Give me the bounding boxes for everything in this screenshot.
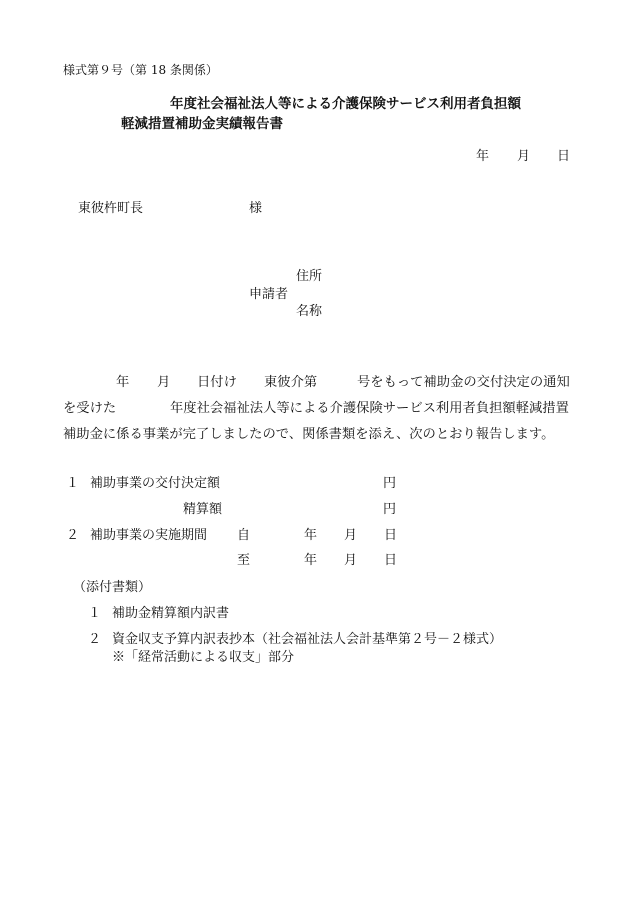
title-line-2: 軽減措置補助金実績報告書 bbox=[121, 116, 283, 132]
form-number: 様式第９号（第 18 条関係） bbox=[63, 63, 218, 77]
body-day-dated: 日付け bbox=[197, 375, 237, 390]
attachment-1-text: 補助金精算額内訳書 bbox=[112, 606, 230, 621]
body-line-1-text: 号をもって補助金の交付決定の通知 bbox=[357, 375, 570, 390]
item-2-to-month: 月 bbox=[344, 553, 358, 568]
item-2-from-year: 年 bbox=[304, 528, 318, 543]
item-2-from: 自 bbox=[237, 528, 251, 543]
item-1-unit: 円 bbox=[383, 476, 397, 491]
attachment-2-number: ２ bbox=[88, 632, 102, 647]
applicant-address-label: 住所 bbox=[296, 269, 323, 284]
date-day: 日 bbox=[557, 149, 571, 164]
body-ref-prefix: 東彼介第 bbox=[264, 375, 318, 390]
applicant-role-label: 申請者 bbox=[249, 287, 289, 302]
item-2-to: 至 bbox=[237, 553, 251, 568]
item-2-number: ２ bbox=[66, 528, 80, 543]
item-1b-label: 精算額 bbox=[183, 502, 223, 517]
item-2-label: 補助事業の実施期間 bbox=[90, 528, 208, 543]
attachment-note: ※「経常活動による収支」部分 bbox=[112, 650, 295, 665]
addressee-name: 東彼杵町長 bbox=[78, 201, 144, 216]
body-year: 年 bbox=[116, 375, 130, 390]
body-line-3: 補助金に係る事業が完了しましたので、関係書類を添え、次のとおり報告します。 bbox=[63, 427, 555, 442]
item-1-number: １ bbox=[66, 476, 80, 491]
body-month: 月 bbox=[157, 375, 171, 390]
attachment-1-number: １ bbox=[88, 606, 102, 621]
attachments-heading: （添付書類） bbox=[73, 580, 152, 595]
addressee-honorific: 様 bbox=[249, 201, 263, 216]
item-2-from-day: 日 bbox=[384, 528, 398, 543]
body-line-2-prefix: を受けた bbox=[63, 401, 117, 416]
item-2-to-year: 年 bbox=[304, 553, 318, 568]
title-line-1: 年度社会福祉法人等による介護保険サービス利用者負担額 bbox=[170, 96, 521, 112]
attachment-2-text: 資金収支予算内訳表抄本（社会福祉法人会計基準第２号－２様式） bbox=[112, 632, 503, 647]
item-1-label: 補助事業の交付決定額 bbox=[90, 476, 221, 491]
item-1b-unit: 円 bbox=[383, 502, 397, 517]
applicant-name-label: 名称 bbox=[296, 304, 323, 319]
body-line-2-text: 年度社会福祉法人等による介護保険サービス利用者負担額軽減措置 bbox=[170, 401, 569, 416]
item-2-from-month: 月 bbox=[344, 528, 358, 543]
item-2-to-day: 日 bbox=[384, 553, 398, 568]
date-year: 年 bbox=[476, 149, 490, 164]
date-month: 月 bbox=[517, 149, 531, 164]
